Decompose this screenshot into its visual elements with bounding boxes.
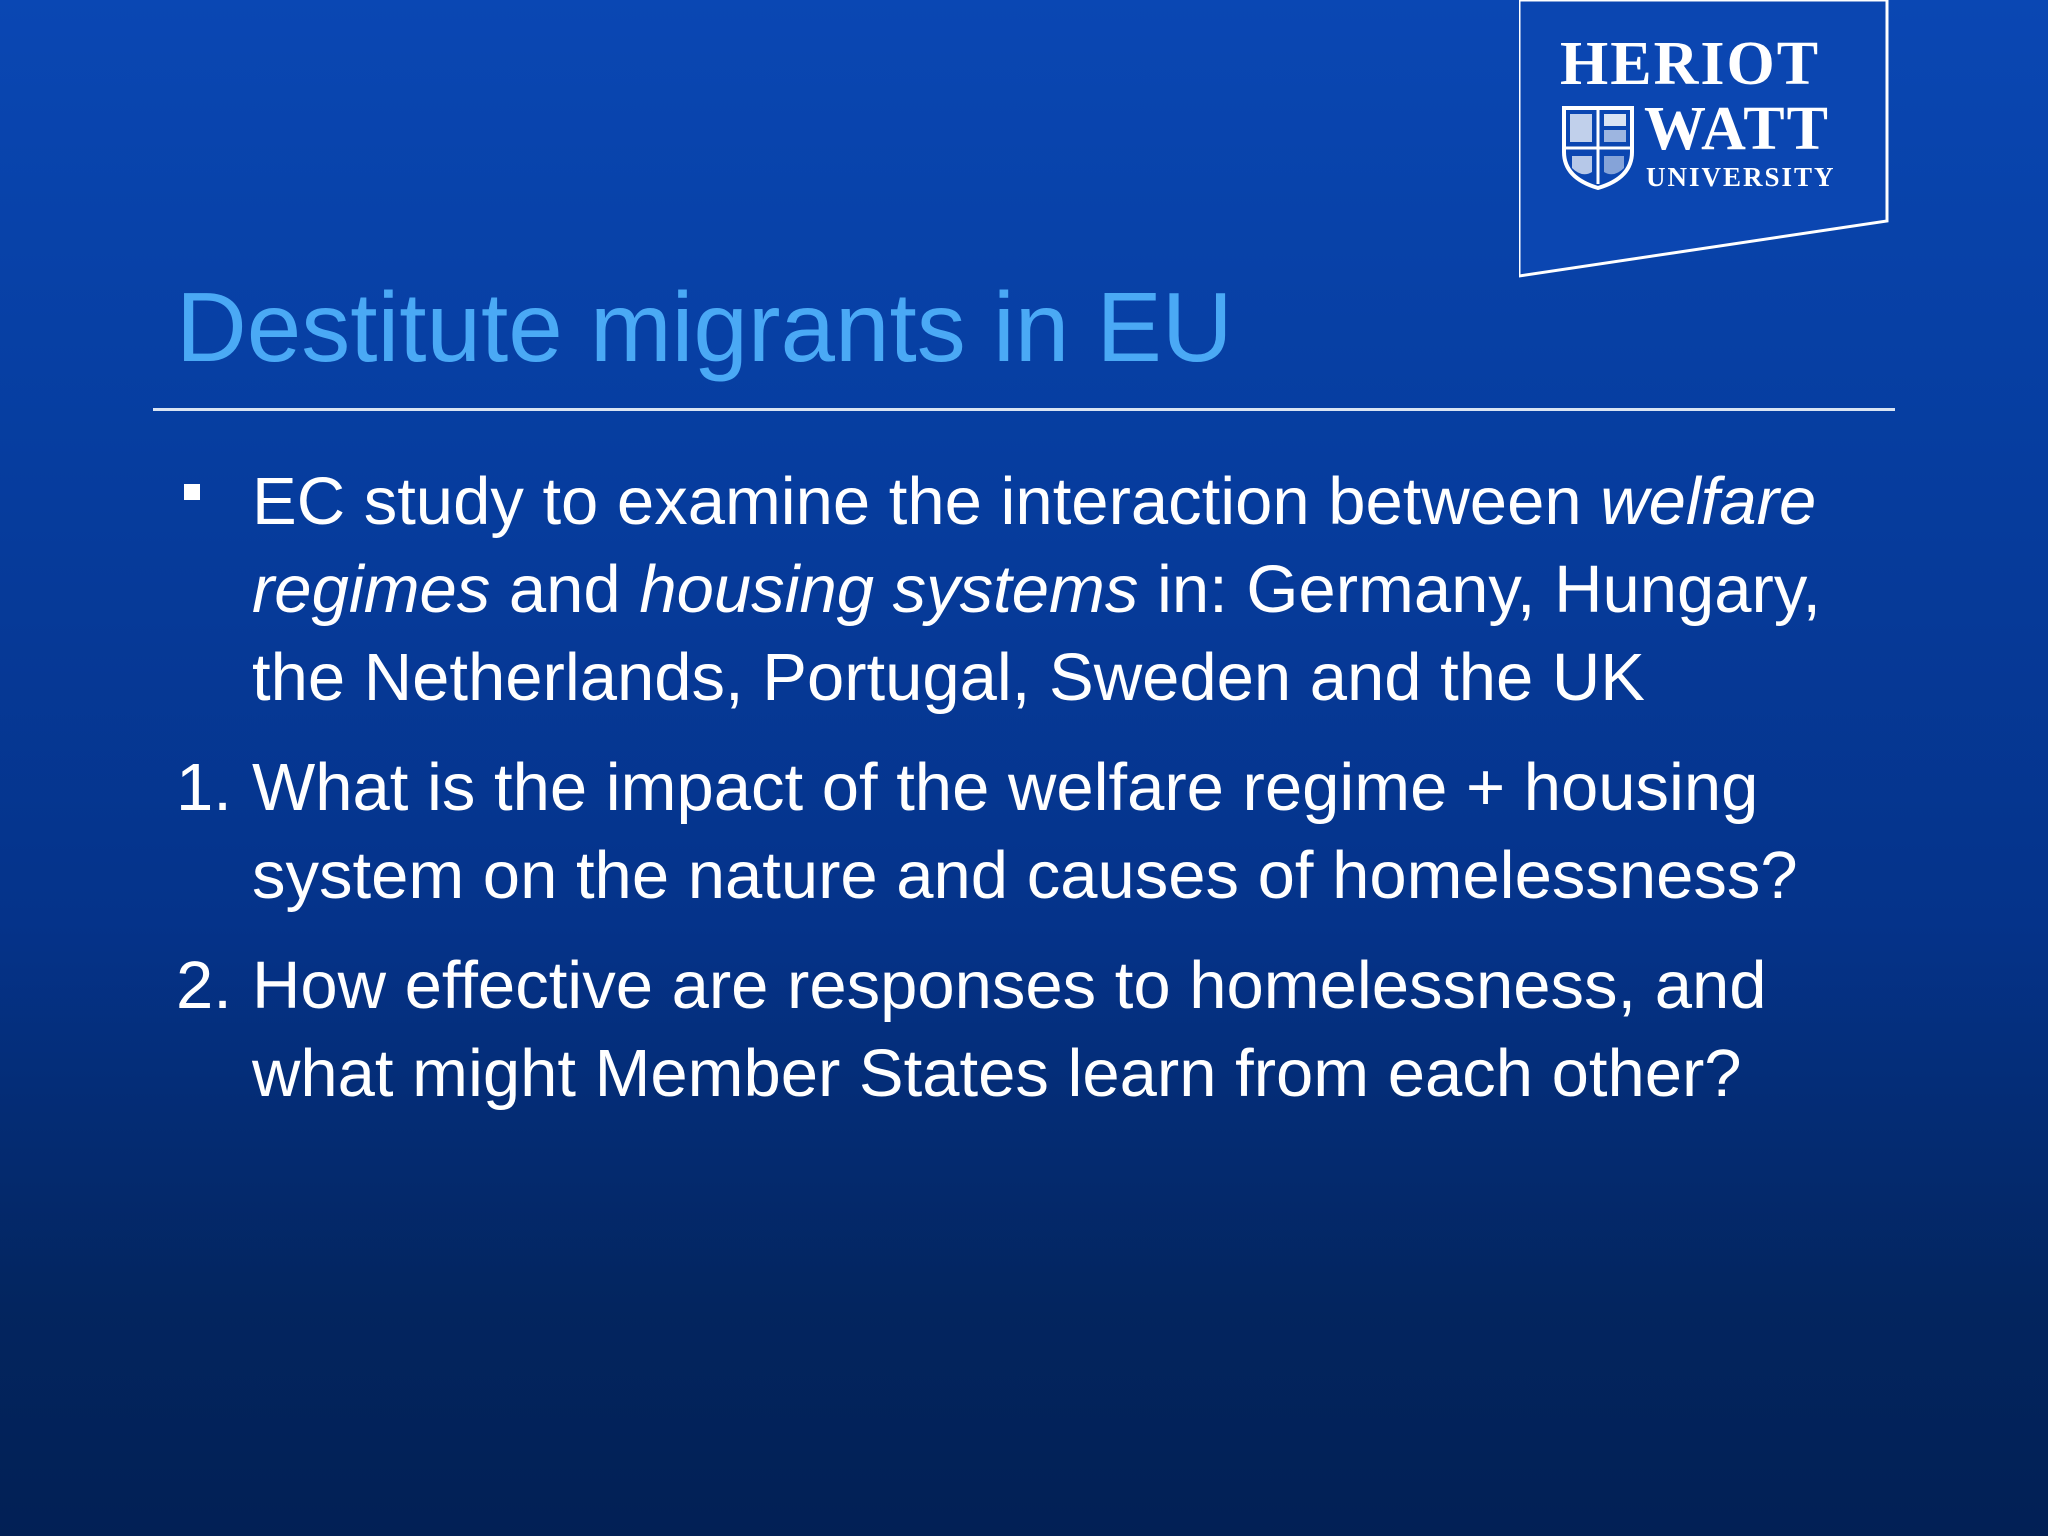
numbered-item-text: How effective are responses to homelessness, and what might Member States learn from each other? bbox=[252, 948, 1767, 1111]
numbered-item-text: What is the impact of the welfare regime + housing system on the nature and causes of homelessness? bbox=[252, 750, 1798, 913]
bullet-text-mid: and bbox=[490, 552, 640, 627]
slide-content bbox=[176, 458, 1856, 1140]
crest-icon bbox=[1560, 104, 1636, 190]
logo-watt: WATT bbox=[1644, 95, 1831, 163]
bullet-text-after: in: Germany, Hungary, the Netherlands, Portugal, Sweden and the UK bbox=[252, 552, 1821, 715]
logo-university: UNIVERSITY bbox=[1646, 162, 1836, 192]
numbered-item-2 bbox=[176, 942, 1856, 1118]
bullet-text bbox=[252, 458, 1856, 722]
bullet-text-before: EC study to examine the interaction between bbox=[252, 464, 1601, 539]
numbered-item-1 bbox=[176, 744, 1856, 920]
bullet-italic-welfare: welfare regimes bbox=[252, 464, 1817, 627]
slide-title: Destitute migrants in EU bbox=[176, 272, 1233, 382]
logo-heriot: HERIOT bbox=[1560, 30, 1821, 98]
square-bullet-icon bbox=[184, 484, 200, 500]
bullet-italic-housing: housing systems bbox=[639, 552, 1139, 627]
item-number: 1. bbox=[176, 750, 232, 825]
bullet-item bbox=[176, 458, 1856, 722]
item-number: 2. bbox=[176, 948, 232, 1023]
title-divider bbox=[153, 408, 1895, 411]
